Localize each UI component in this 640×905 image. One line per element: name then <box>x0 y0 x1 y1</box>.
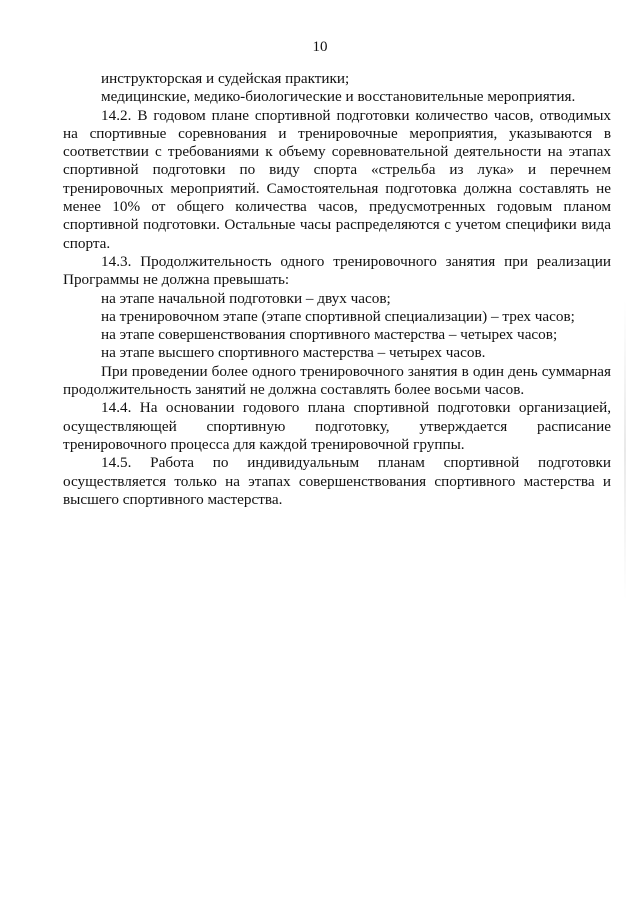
list-item-initial-stage: на этапе начальной подготовки – двух часов; <box>101 289 391 307</box>
page-number: 10 <box>312 39 328 55</box>
paragraph-daily-limit: При проведении более одного тренировочного занятия в один день суммарная продолжительность занятий не должна составлять более восьми часов. <box>63 362 611 399</box>
document-body <box>63 70 611 509</box>
paragraph-14-2: 14.2. В годовом плане спортивной подготовки количество часов, отводимых на спортивные соревнования и тренировочные мероприятия, указываются в соответствии с требованиями к объему соревновательной деятельности на этапах спортивной подготовки по виду спорта «стрельба из лука» и перечнем тренировочных мероприятий. Самостоятельная подготовка должна составлять не менее 10% от общего количества часов, предусмотренных годовым планом спортивной подготовки. Остальные часы распределяются с учетом специфики вида спорта. <box>63 106 611 252</box>
list-item-training-stage: на тренировочном этапе (этапе спортивной специализации) – трех часов; <box>101 307 575 325</box>
list-item-highest-stage: на этапе высшего спортивного мастерства – четырех часов. <box>101 344 486 362</box>
paragraph-14-3: 14.3. Продолжительность одного тренировочного занятия при реализации Программы не должна превышать: <box>63 252 611 289</box>
paragraph-14-5: 14.5. Работа по индивидуальным планам спортивной подготовки осуществляется только на этапах совершенствования спортивного мастерства и высшего спортивного мастерства. <box>63 454 611 508</box>
paragraph-practice-types: инструкторская и судейская практики; <box>101 70 350 87</box>
scan-edge-shadow <box>624 300 626 600</box>
paragraph-medical-measures: медицинские, медико-биологические и восстановительные мероприятия. <box>101 88 576 106</box>
list-item-improvement-stage: на этапе совершенствования спортивного мастерства – четырех часов; <box>101 326 558 344</box>
paragraph-14-4: 14.4. На основании годового плана спортивной подготовки организацией, осуществляющей спортивную подготовку, утверждается расписание тренировочного процесса для каждой тренировочной группы. <box>63 399 611 453</box>
